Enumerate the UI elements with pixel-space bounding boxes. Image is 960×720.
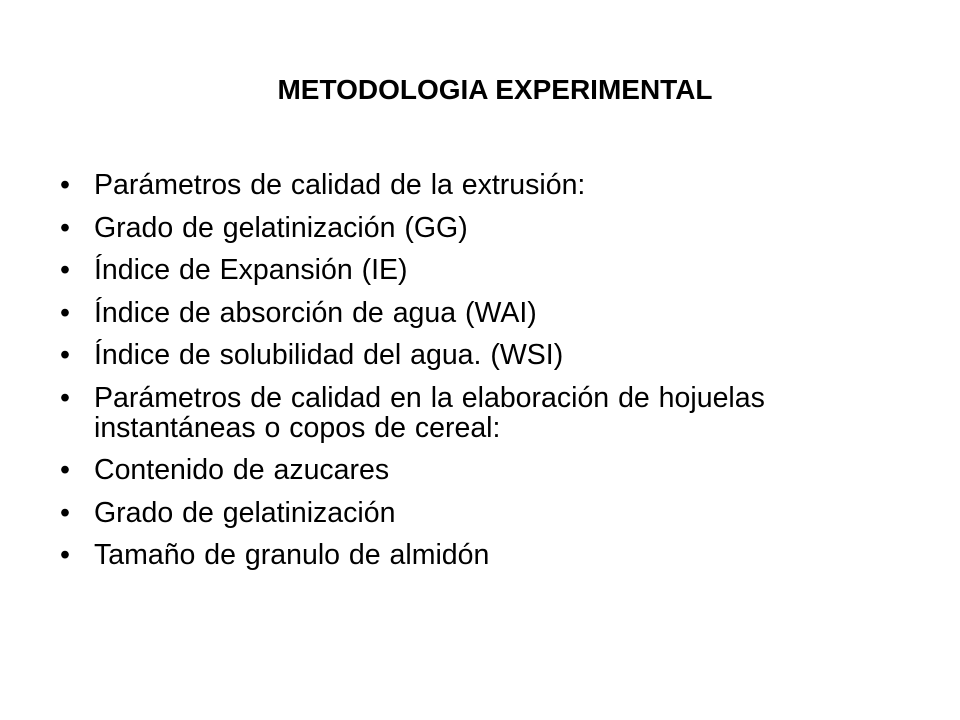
bullet-item [60,498,840,528]
bullet-item [60,213,840,243]
bullet-list [60,170,840,583]
bullet-item [60,298,840,328]
bullet-text: Índice de absorción de agua (WAI) [94,296,537,329]
bullet-item [60,540,840,570]
bullet-marker: • [60,296,70,329]
bullet-text: Tamaño de granulo de almidón [94,539,490,571]
bullet-text: Índice de Expansión (IE) [94,254,408,286]
bullet-text: Grado de gelatinización (GG) [94,211,468,244]
bullet-marker: • [60,381,70,414]
bullet-text: Índice de solubilidad del agua. (WSI) [94,339,564,371]
bullet-item [60,340,840,370]
bullet-marker: • [60,211,70,244]
slide-title: METODOLOGIA EXPERIMENTAL [277,74,713,105]
bullet-item [60,255,840,285]
bullet-text: Parámetros de calidad de la extrusión: [94,169,586,201]
bullet-text: Grado de gelatinización [94,496,396,529]
bullet-marker: • [60,339,70,371]
bullet-text: Parámetros de calidad en la elaboración de hojuelas instantáneas o copos de cereal: [94,381,765,444]
bullet-text: Contenido de azucares [94,454,390,486]
bullet-marker: • [60,454,70,486]
bullet-marker: • [60,496,70,529]
bullet-marker: • [60,539,70,571]
bullet-marker: • [60,254,70,286]
bullet-item [60,170,840,200]
bullet-item [60,383,840,443]
bullet-item [60,455,840,485]
bullet-marker: • [60,169,70,201]
